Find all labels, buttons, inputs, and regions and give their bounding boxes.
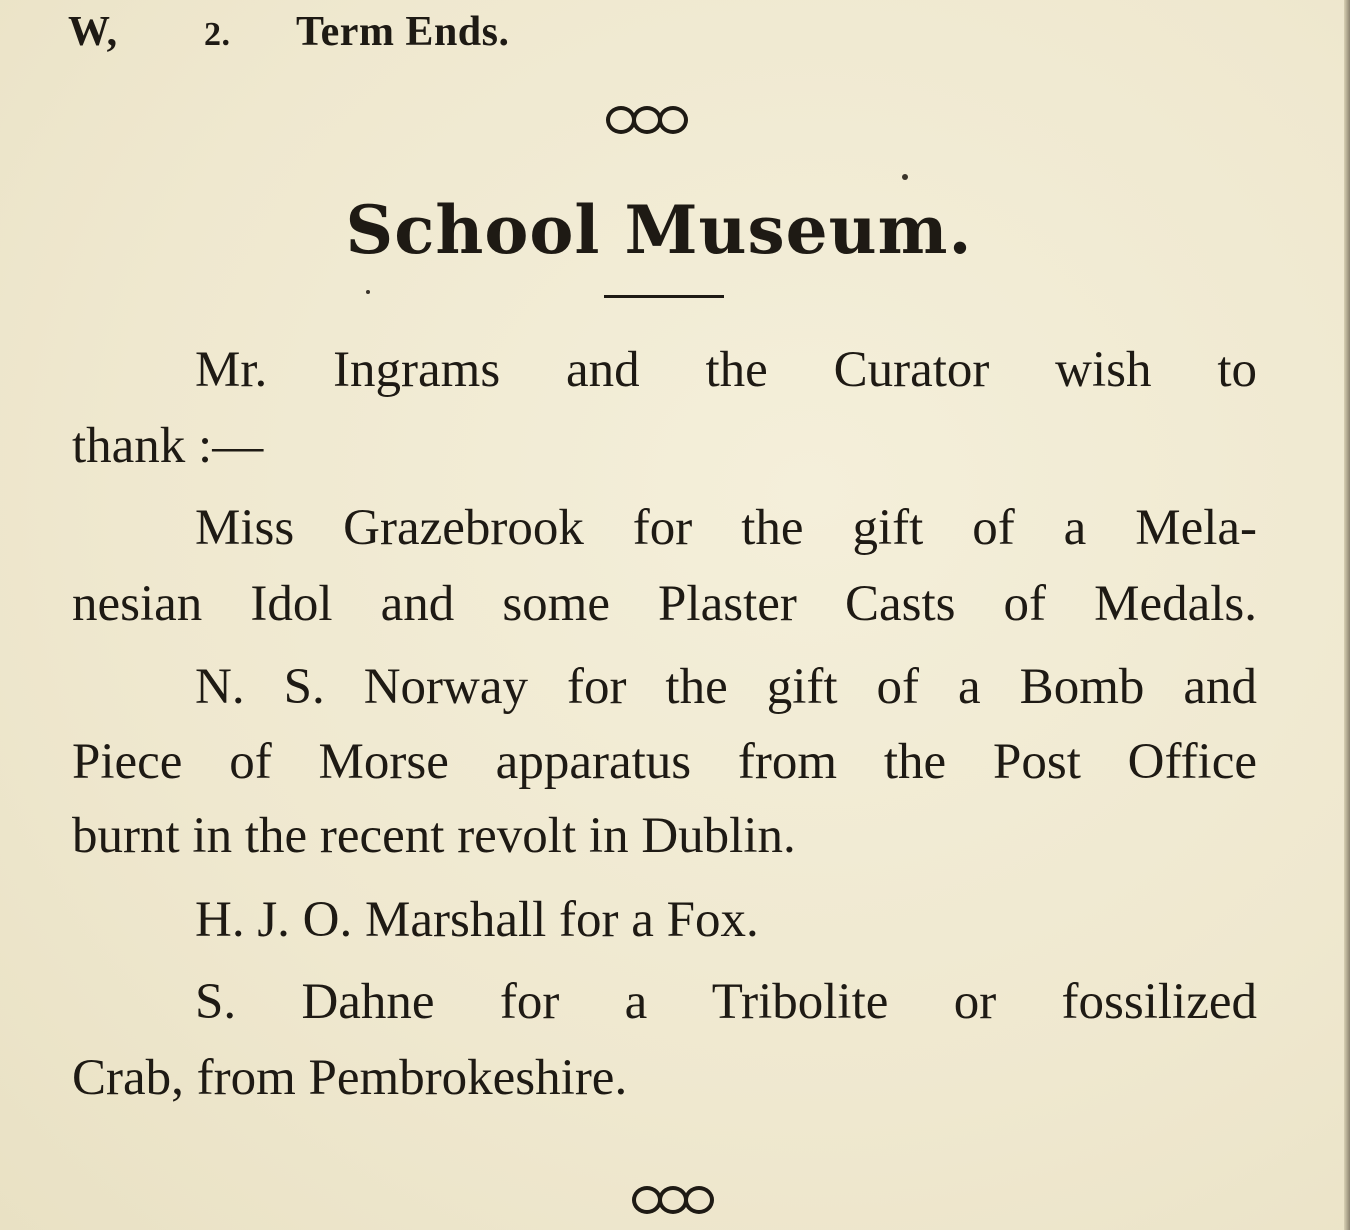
norway-line-1: N. S. Norway for the gift of a Bomb and [195,659,1257,715]
dahne-line-2: Crab, from Pembrokeshire. [72,1050,628,1106]
dahne-line-1: S. Dahne for a Tribolite or fossilized [195,974,1257,1030]
title-rule [604,295,724,298]
calendar-event: Term Ends. [296,9,510,55]
calendar-date: 2. [204,16,231,53]
print-speck [366,290,370,294]
ornament-ring-icon [658,106,688,134]
section-title: School Museum. [345,191,973,269]
page-edge-shadow [1344,0,1350,1230]
grazebrook-line-2: nesian Idol and some Plaster Casts of Medals. [72,576,1257,632]
ornament-ring-icon [684,1186,714,1214]
ornament-top [606,106,688,134]
ornament-bottom [632,1186,714,1214]
intro-line-2: thank :— [72,418,264,474]
calendar-entry [68,6,510,58]
calendar-day: W, [68,9,118,55]
marshall-line-1: H. J. O. Marshall for a Fox. [195,892,759,948]
print-speck [902,174,908,180]
intro-line-1: Mr. Ingrams and the Curator wish to [195,342,1257,398]
grazebrook-line-1: Miss Grazebrook for the gift of a Mela- [195,500,1257,556]
norway-line-3: burnt in the recent revolt in Dublin. [72,808,796,864]
norway-line-2: Piece of Morse apparatus from the Post Office [72,734,1257,790]
